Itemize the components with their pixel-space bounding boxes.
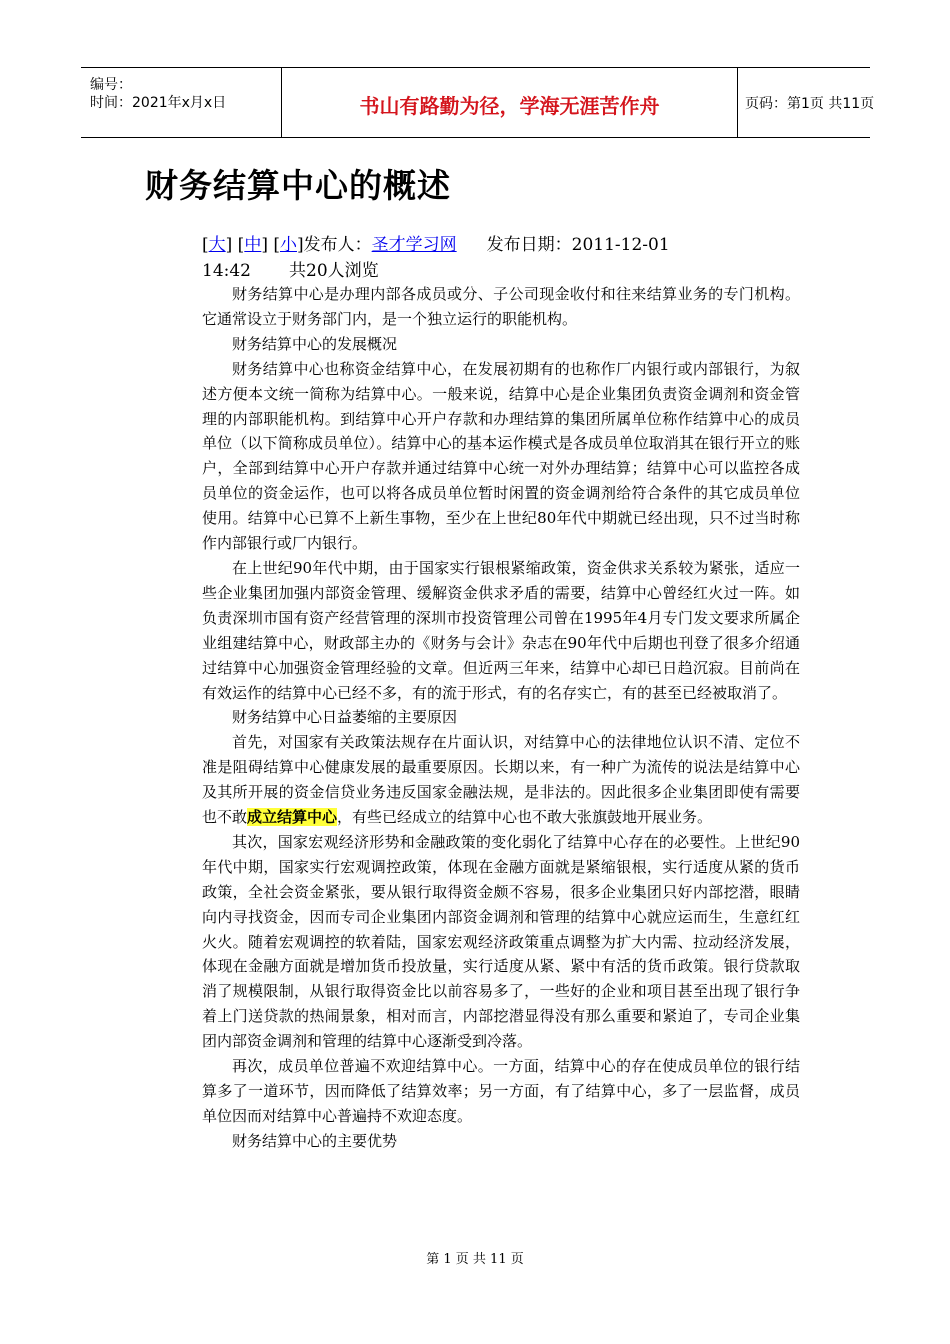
- paragraph: 在上世纪90年代中期，由于国家实行银根紧缩政策，资金供求关系较为紧张，适应一些企业集团加强内部资金管理、缓解资金供求矛盾的需要，结算中心曾经红火过一阵。如负责深圳市国有资产经营管理的深圳市投资管理公司曾在1995年4月专门发文要求所属企业组建结算中心，财政部主办的《财务与会计》杂志在90年代中后期也刊登了很多介绍通过结算中心加强资金管理经验的文章。但近两三年来，结算中心却已日趋沉寂。目前尚在有效运作的结算中心已经不多，有的流于形式，有的名存实亡，有的甚至已经被取消了。: [202, 558, 800, 702]
- font-size-small-link[interactable]: 小: [279, 235, 297, 255]
- page-title: 财务结算中心的概述: [145, 166, 451, 205]
- font-size-large-link[interactable]: 大: [208, 235, 226, 255]
- publisher-link[interactable]: 圣才学习网: [371, 235, 457, 255]
- article-meta: [大] [中] [小]发布人：圣才学习网 发布日期：2011-12-01 14:42 共20人浏览: [202, 235, 670, 281]
- publish-time: 14:42: [202, 261, 251, 281]
- section-heading: 财务结算中心的主要优势: [232, 1131, 398, 1150]
- header-page-cell: [737, 68, 875, 137]
- paragraph-text: ，有些已经成立的结算中心也不敢大张旗鼓地开展业务。: [337, 808, 713, 827]
- view-count: 共20人浏览: [289, 261, 379, 281]
- paragraph-text: 首先，对国家有关政策法规存在片面认识，对结算中心的法律地位认识不清、定位不准是阻碍结算中心健康发展的最重要原因。长期以来，有一种广为流传的说法是结算中心及其所开展的资金信贷业务违反国家金融法规，是非法的。因此很多企业集团即使有需要也不敢: [202, 733, 800, 827]
- publisher-label: 发布人：: [303, 235, 372, 255]
- header-motto: 书山有路勤为径，学海无涯苦作舟: [359, 94, 660, 118]
- highlighted-text: 成立结算中心: [247, 808, 338, 827]
- section-heading: 财务结算中心的发展概况: [232, 334, 398, 353]
- paragraph: 财务结算中心是办理内部各成员或分、子公司现金收付和往来结算业务的专门机构。它通常设立于财务部门内，是一个独立运行的职能机构。: [202, 285, 800, 328]
- document-number-label: 编号：: [90, 77, 132, 93]
- paragraph: 其次，国家宏观经济形势和金融政策的变化弱化了结算中心存在的必要性。上世纪90年代中期，国家实行宏观调控政策，体现在金融方面就是紧缩银根，实行适度从紧的货币政策，全社会资金紧张，要从银行取得资金颇不容易，很多企业集团只好内部挖潜，眼睛向内寻找资金，因而专司企业集团内部资金调剂和管理的结算中心就应运而生，生意红红火火。随着宏观调控的软着陆，国家宏观经济政策重点调整为扩大内需、拉动经济发展，体现在金融方面就是增加货币投放量，实行适度从紧、紧中有活的货币政策。银行贷款取消了规模限制，从银行取得资金比以前容易多了，一些好的企业和项目甚至出现了银行争着上门送贷款的热闹景象，相对而言，内部挖潜显得没有那么重要和紧迫了，专司企业集团内部资金调剂和管理的结算中心逐渐受到冷落。: [202, 832, 800, 1051]
- header-info-cell: [81, 68, 281, 137]
- font-size-medium-link[interactable]: 中: [244, 235, 262, 255]
- page-footer: 第 1 页 共 11 页: [426, 1252, 524, 1267]
- paragraph: 财务结算中心也称资金结算中心，在发展初期有的也称作厂内银行或内部银行，为叙述方便本文统一简称为结算中心。一般来说，结算中心是企业集团负责资金调剂和资金管理的内部职能机构。到结算中心开户存款和办理结算的集团所属单位称作结算中心的成员单位（以下简称成员单位）。结算中心的基本运作模式是各成员单位取消其在银行开立的账户，全部到结算中心开户存款并通过结算中心统一对外办理结算；结算中心可以监控各成员单位的资金运作，也可以将各成员单位暂时闲置的资金调剂给符合条件的其它成员单位使用。结算中心已算不上新生事物，至少在上世纪80年代中期就已经出现，只不过当时称作内部银行或厂内银行。: [202, 359, 800, 553]
- article-body: [202, 282, 800, 1154]
- document-time-label: 时间：2021年x月x日: [90, 95, 227, 111]
- header-page-info: 页码：第1页 共11页: [745, 96, 875, 112]
- document-header: [81, 67, 875, 138]
- paragraph: 再次，成员单位普遍不欢迎结算中心。一方面，结算中心的存在使成员单位的银行结算多了一道环节，因而降低了结算效率；另一方面，有了结算中心，多了一层监督，成员单位因而对结算中心普遍持不欢迎态度。: [202, 1057, 800, 1125]
- publish-date: 发布日期：2011-12-01: [486, 235, 670, 255]
- header-motto-cell: [281, 68, 738, 137]
- paragraph: [202, 730, 800, 830]
- section-heading: 财务结算中心日益萎缩的主要原因: [232, 708, 458, 727]
